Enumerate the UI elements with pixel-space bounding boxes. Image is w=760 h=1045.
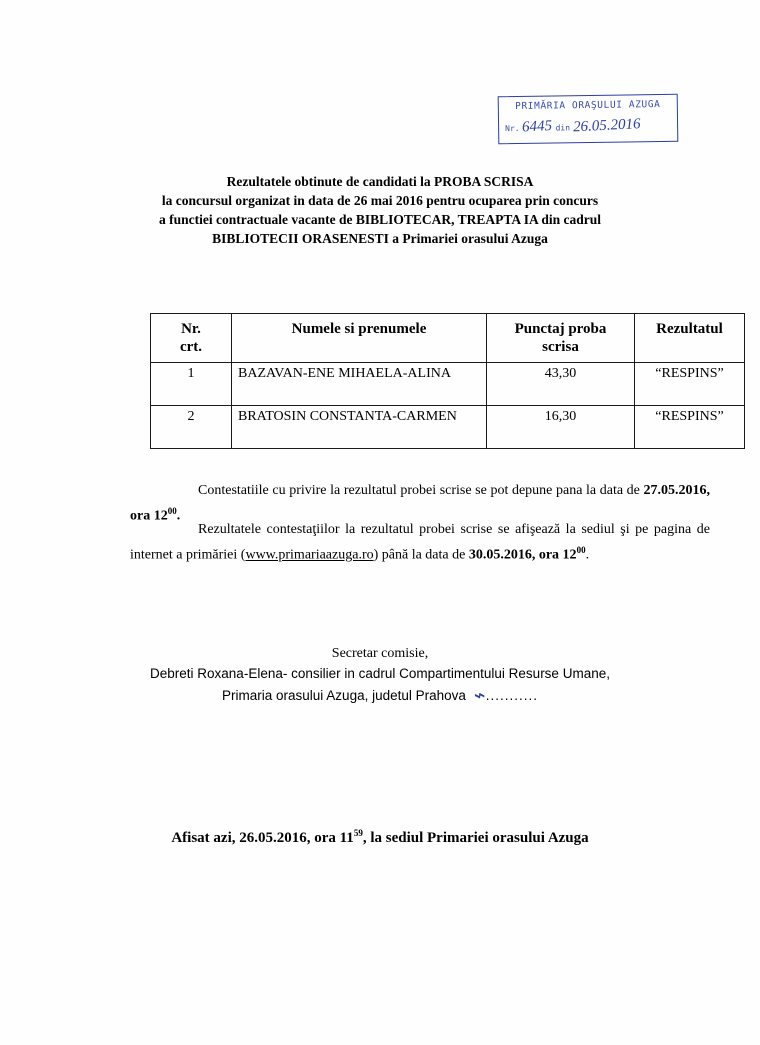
column-header-name: Numele si prenumele [232,314,487,363]
column-header-nr [151,314,232,363]
stamp-din-value: 26.05.2016 [572,116,641,136]
posting-notice-post: , la sediul Primariei orasului Azuga [362,830,589,846]
signature-dots: ........... [485,688,538,703]
table-row [151,406,745,449]
paragraph-publication-text-2: ) până la data de [373,547,469,563]
stamp-din-label: din [555,123,571,133]
posting-notice-sup: 59 [353,828,363,838]
publication-deadline: 30.05.2016, ora 12 [468,547,577,563]
table-header-row [151,314,745,363]
column-header-score-line2: scrisa [542,339,579,355]
column-header-nr-line1: Nr. [181,321,201,337]
posting-notice-pre: Afisat azi, 26.05.2016, ora 11 [171,830,354,846]
paragraph-publication-text: Rezultatele contestaţiilor la rezultatul probei scrise se afişează la sediul şi pe pagina de internet a primăriei ( [130,522,710,563]
stamp-registry-line [505,117,671,136]
column-header-score-line1: Punctaj proba [514,321,607,337]
signature-role: Secretar comisie, [331,646,429,661]
title-line-3: a functiei contractuale vacante de BIBLIOTECAR, TREAPTA IA din cadrul [158,212,602,227]
results-table [150,313,745,449]
cell-result: “RESPINS” [635,363,745,406]
column-header-nr-line2: crt. [179,339,203,355]
paragraph-contestations-text: Contestatiile cu privire la rezultatul probei scrise se pot depune pana la data de [198,483,644,498]
cell-score: 43,30 [487,363,635,406]
column-header-result: Rezultatul [635,314,745,363]
posting-notice [80,828,680,847]
stamp-nr-label: Nr. [505,123,520,134]
signature-block [80,644,680,706]
publication-deadline-end: . [585,547,590,563]
title-line-2: la concursul organizat in data de 26 mai 2016 pentru ocuparea prin concurs [161,193,599,208]
signature-location [80,684,680,706]
cell-nr: 2 [151,406,232,449]
stamp-nr-value: 6445 [522,117,553,136]
contestation-deadline-end: . [176,508,181,524]
signature-person: Debreti Roxana-Elena- consilier in cadrul Compartimentului Resurse Umane, [150,666,610,681]
cell-name: BRATOSIN CONSTANTA-CARMEN [232,406,487,449]
registry-stamp [498,94,679,145]
document-title [80,172,680,248]
publication-deadline-sup: 00 [576,545,586,555]
table-row [151,363,745,406]
contestation-deadline: 27.05.2016, ora 12 [130,483,710,524]
handwritten-signature: ⌁ [470,684,486,708]
signature-location-text: Primaria orasului Azuga, judetul Prahova [222,688,470,703]
cell-nr: 1 [151,363,232,406]
title-line-4: BIBLIOTECII ORASENESTI a Primariei orasului Azuga [212,231,548,246]
stamp-title: PRIMĂRIA ORAŞULUI AZUGA [515,98,661,113]
cell-name: BAZAVAN-ENE MIHAELA-ALINA [232,363,487,406]
website-link[interactable]: www.primariaazuga.ro [245,547,374,563]
column-header-score [487,314,635,363]
title-line-1: Rezultatele obtinute de candidati la PROBA SCRISA [226,174,534,189]
paragraph-publication [130,519,710,566]
contestation-deadline-sup: 00 [167,506,177,516]
cell-result: “RESPINS” [635,406,745,449]
cell-score: 16,30 [487,406,635,449]
